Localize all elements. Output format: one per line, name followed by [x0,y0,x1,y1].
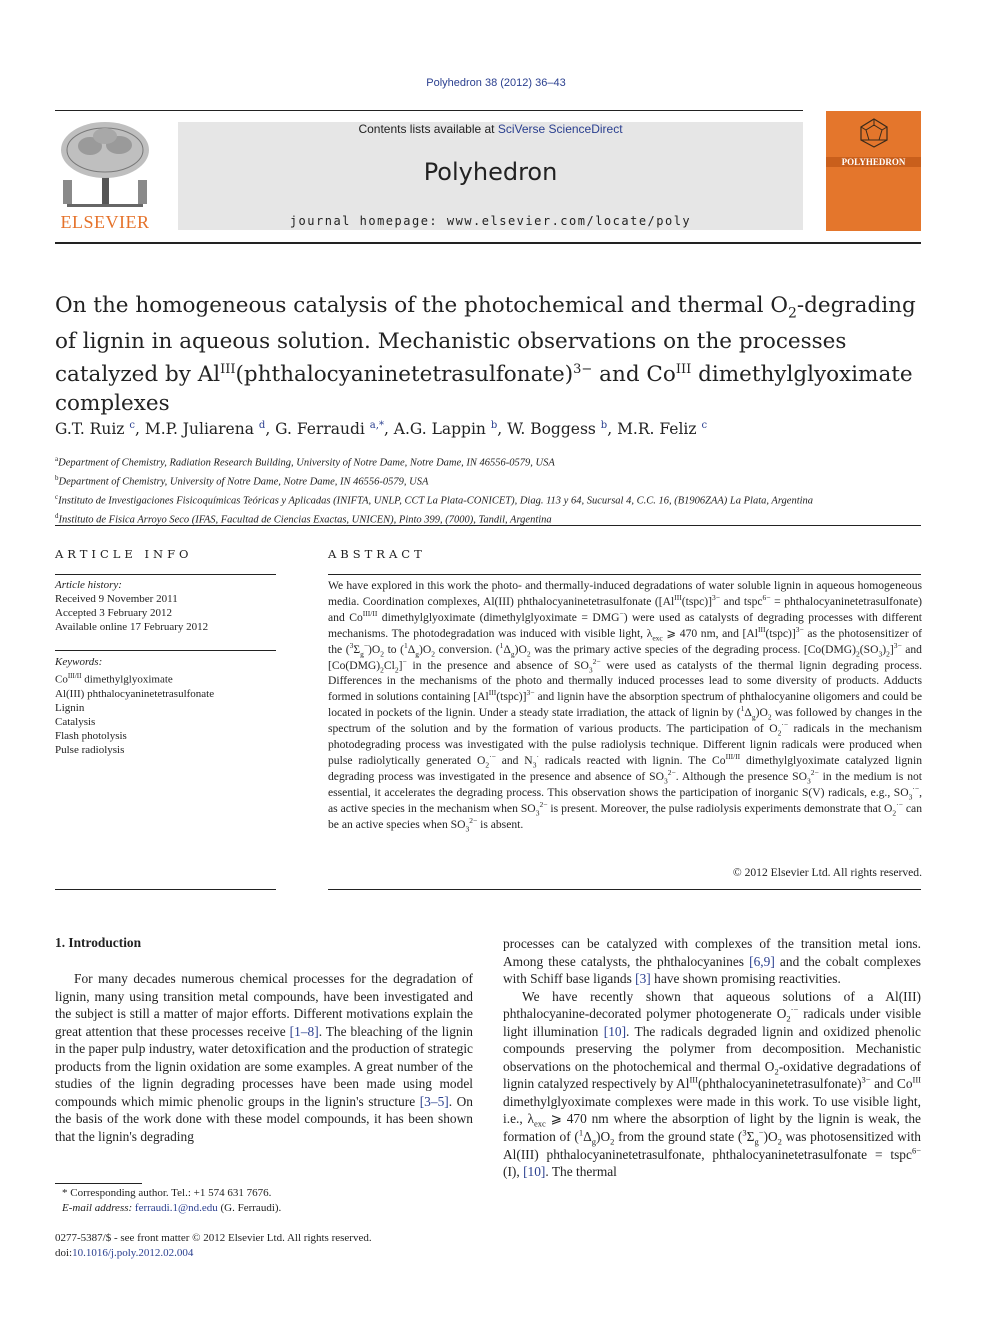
email-line: E-mail address: ferraudi.1@nd.edu (G. Ferraudi). [62,1201,282,1214]
author-affiliation-link[interactable]: c [129,420,135,431]
article-info-rule [55,574,276,575]
abstract-heading: ABSTRACT [328,547,426,561]
article-info-heading: ARTICLE INFO [55,547,193,561]
affiliation: $^c$Instituto de Investigaciones Fisicoquímicas Teóricas y Aplicadas (INIFTA, UNLP, CCT La Plata-CONICET), Diag. 113 y 64, Sucursal 4, C.C. 16, (B1906ZAA) La Plata, Argentina [55,493,814,507]
history-label: Article history: [55,579,122,591]
author-name: M.R. Feliz [617,420,697,439]
author-affiliation-link[interactable]: c [701,420,708,431]
author-name: G. Ferraudi [275,420,365,439]
affiliation: $^b$Department of Chemistry, University of Notre Dame, Notre Dame, IN 46556-0579, USA [55,474,429,488]
elsevier-tree-icon [55,118,155,213]
keyword: Lignin [55,701,85,714]
citation-link[interactable]: [6,9] [749,953,775,969]
citation-link[interactable]: [3] [635,971,651,987]
footnote-rule [55,1183,142,1184]
polyhedron-icon [858,117,890,149]
affiliation: $^a$Department of Chemistry, Radiation Research Building, University of Notre Dame, Notre Dame, IN 46556-0579, USA [55,455,555,469]
keyword: Al(III) phthalocyaninetetrasulfonate [55,687,215,700]
keyword: $Co^{III/II}$ dimethylglyoximate [55,672,173,686]
keyword: Flash photolysis [55,729,127,742]
abstract-rule [328,574,921,575]
journal-homepage[interactable]: journal homepage: www.elsevier.com/locate/poly [289,214,692,228]
affiliation-rule [55,525,921,526]
issn-line: 0277-5387/$ - see front matter © 2012 Elsevier Ltd. All rights reserved. [55,1232,372,1244]
author-affiliation-link[interactable]: b [600,420,608,431]
footnote-corresponding [62,1186,482,1215]
citation-link[interactable]: [10] [603,1023,627,1039]
history-received: Received 9 November 2011 [55,593,178,605]
citation-link[interactable]: [10] [523,1164,546,1180]
abstract-copyright: © 2012 Elsevier Ltd. All rights reserved. [732,866,922,879]
publisher-logo-text: ELSEVIER [60,212,150,232]
article-info-bottom-rule [55,889,276,890]
journal-cover[interactable] [826,111,921,231]
contents-prefix: Contents lists available at [358,122,498,136]
author-affiliation-link[interactable]: d [258,420,266,431]
header-bottom-rule [55,242,921,244]
contents-line [178,122,803,136]
keyword: Catalysis [55,715,96,728]
intro-right-column: processes can be catalyzed with complexes of the transition metal ions. Among these catalysts, the phthalocyanines [6,9] and the cobalt complexes with Schiff base ligands [3] have shown promising reactivities. We have recently shown that aqueous solutions of a Al(III) phthalocyanine-decorated polymer photogenerate $O_2^{\cdot-}$ radicals under visible light illumination [10]. The radicals degraded lignin and oxidized phenolic compounds preserving the polymer from decomposition. Mechanistic observations on the photochemical and thermal $O_2$-oxidative degradations of lignin catalyzed respectively by $Al^{III}(phthalocyaninetetrasulfonate)^{3-}$ and $Co^{III}$ dimethylglyoximate complexes were made in this work. To use visible light, i.e., $\lambda_{exc}$ ⩾ 470 nm where the absorption of light by the lignin is weak, the formation of $(^1\Delta_g)O_2$ from the ground state $(^3\Sigma_g^-)O_2$ was photosensitized with Al(III) phthalocyaninetetrasulfonate, phthalocyaninetetrasulfonate = tspc$^{6-}$ (I), [10]. The thermal [503,936,922,1180]
journal-title: Polyhedron [423,158,558,186]
citation-link[interactable]: [3–5] [419,1093,449,1109]
footnote-publication [55,1231,495,1260]
journal-banner [178,122,803,230]
author-name: A.G. Lappin [393,420,486,439]
header-rule [55,110,803,111]
keyword: Pulse radiolysis [55,743,125,756]
sciencedirect-link[interactable]: SciVerse ScienceDirect [497,122,623,136]
article-title: On the homogeneous catalysis of the photochemical and thermal $O_2$-degrading of lignin in aqueous solution. Mechanistic observations on the processes catalyzed by $Al^{III}(phthalocyaninetetrasulfonate)^{3-}$ and $Co^{III}$ dimethylglyoximate complexes [55,293,916,416]
article-history [55,578,276,634]
citation-link[interactable]: [1–8] [289,1023,319,1039]
intro-left-column: For many decades numerous chemical processes for the degradation of lignin, many using transition metal compounds, have been investigated and the subject is still a matter of major efforts. Different motivations explain the great attention that these processes receive [1–8]. The bleaching of the lignin in the paper pulp industry, water detoxification and the production of strategic products from the lignin oxidation are some examples. A great number of the studies of the lignin degrading processes have been made using model compounds which mimic phenolic groups in the lignin's structure [3–5]. On the basis of the work done with these model compounds, it has been shown that the lignin's degrading [55,971,474,1144]
corresponding-author: * Corresponding author. Tel.: +1 574 631 7676. [62,1187,272,1199]
author-affiliation-link[interactable]: a,* [369,420,384,431]
doi-link[interactable]: 10.1016/j.poly.2012.02.004 [72,1246,194,1259]
author-list: G.T. Ruiz $^c$, M.P. Juliarena $^d$, G. Ferraudi $^{a,*}$, A.G. Lappin $^b$, W. Boggess $^b$, M.R. Feliz $^c$ [55,420,708,439]
history-accepted: Accepted 3 February 2012 [55,607,172,619]
keywords-label: Keywords: [55,656,103,668]
keywords [55,655,276,757]
keywords-rule [55,650,276,651]
email-link[interactable]: ferraudi.1@nd.edu [134,1201,218,1214]
journal-citation[interactable]: Polyhedron 38 (2012) 36–43 [426,77,566,89]
affiliation: $^d$Instituto de Fisica Arroyo Seco (IFAS, Facultad de Ciencias Exactas, UNICEN), Pinto 399, (7000), Tandil, Argentina [55,512,552,526]
author-name: G.T. Ruiz [55,420,125,439]
abstract-text: We have explored in this work the photo- and thermally-induced degradations of water soluble lignin in aqueous homogeneous media. Coordination complexes, Al(III) phthalocyaninetetrasulfonate ($[Al^{III}(tspc)]^{3-}$ and tspc$^{6-}$ = phthalocyaninetetrasulfonate) and $Co^{III/II}$ dimethylglyoximate (dimethylglyoximate = DMG−) were used as catalysts of degrading processes with different mechanisms. The photodegradation was induced with visible light, $\lambda_{exc}$ ⩾ 470 nm, and $[Al^{III}(tspc)]^{3-}$ as the photosensitizer of the $(^3\Sigma_g^-)O_2$ to $(^1\Delta_g)O_2$ conversion. $(^1\Delta_g)O_2$ was the primary active species of the degrading process. $[Co(DMG)_2(SO_3)_2]^{3-}$ and $[Co(DMG)_2Cl_2]^-$ in the presence and absence of $SO_3^{2-}$ were used as catalysts of the thermal lignin degrading process. Differences in the mechanisms of the photo and thermally induced processes lead to some diversity of products. Adducts formed in solutions containing $[Al^{III}(tspc)]^{3-}$ and lignin have the absorption spectrum of phthalocyanine oligomers and could be located in pockets of the lignin. Under a steady state irradiation, the attack of lignin by $(^1\Delta_g)O_2$ was followed by changes in the spectrum of the solution and by the formation of various products. The participation of $O_2^{\cdot-}$ radicals in the mechanism photodegrading process was investigated with the pulse radiolysis technique. Different lignin radicals were produced when pulse radiolytically generated $O_2^{\cdot-}$ and $N_3^\cdot$ radicals reacted with lignin. The $Co^{III/II}$ dimethylglyoximate catalyzed lignin degrading process was investigated in the presence and absence of $SO_3^{2-}$. Although the presence $SO_3^{2-}$ in the medium is not essential, it accelerates the degrading process. This observation shows the participation of inorganic S(V) radicals, e.g., $SO_3^{\cdot-}$, as active species in the mechanism when $SO_3^{2-}$ is present. Moreover, the pulse radiolysis experiments demonstrate that $O_2^{\cdot-}$ can be an active species when $SO_3^{2-}$ is absent. [328,579,923,833]
affiliations [55,452,935,528]
author-name: M.P. Juliarena [144,420,254,439]
elsevier-logo[interactable] [55,118,155,233]
history-online: Available online 17 February 2012 [55,621,209,633]
author-affiliation-link[interactable]: b [490,420,498,431]
section-heading: 1. Introduction [55,935,142,950]
cover-title: POLYHEDRON [826,157,921,167]
doi-line: doi:10.1016/j.poly.2012.02.004 [55,1246,194,1259]
abstract-bottom-rule [328,889,921,890]
author-name: W. Boggess [507,420,596,439]
